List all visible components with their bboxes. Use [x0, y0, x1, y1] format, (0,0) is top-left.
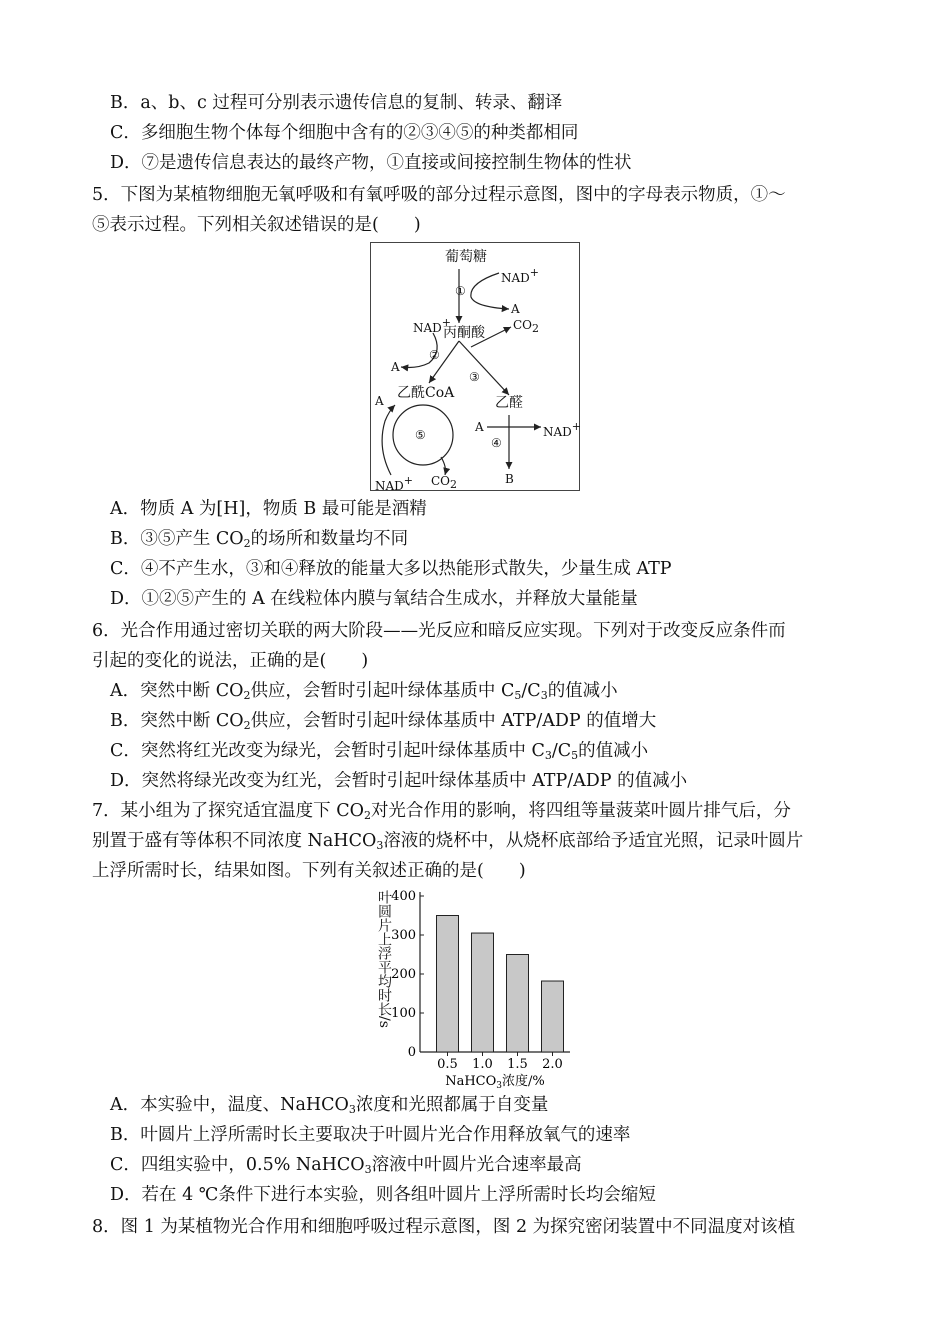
q5-option-a: A．物质 A 为[H]，物质 B 最可能是酒精 [110, 499, 427, 519]
chart-bar [542, 981, 564, 1052]
q7-stem-line1: 7．某小组为了探究适宜温度下 $CO_2$对光合作用的影响，将四组等量菠菜叶圆片排气后，分 [92, 801, 791, 822]
label-b: B [505, 472, 514, 486]
q7-option-c: C．四组实验中，0.5% NaHCO$_3$溶液中叶圆片光合速率最高 [110, 1155, 582, 1176]
q6-option-b: B．突然中断 $CO_2$供应，会暂时引起叶绿体基质中 ATP/ADP 的值增大 [110, 711, 657, 732]
label-glucose: 葡萄糖 [445, 249, 487, 265]
q5-option-b: B．③⑤产生 $CO_2$的场所和数量均不同 [110, 529, 409, 550]
chart-bar [507, 955, 529, 1053]
label-step-2: ② [429, 348, 440, 362]
label-a-1: A [511, 302, 520, 316]
chart-bar [472, 933, 494, 1052]
label-co2-2: $CO_2$ [431, 474, 458, 491]
q7-option-a: A．本实验中，温度、NaHCO$_3$浓度和光照都属于自变量 [110, 1095, 549, 1116]
chart-bar [437, 916, 459, 1053]
q7-option-d: D．若在 4 ℃条件下进行本实验，则各组叶圆片上浮所需时长均会缩短 [110, 1185, 656, 1205]
q6-option-a: A．突然中断 $CO_2$供应，会暂时引起叶绿体基质中 $C_5/C_3$的值减小 [110, 681, 618, 702]
label-pyruvate: 丙酮酸 [443, 325, 485, 341]
float-time-chart-svg [370, 880, 580, 1090]
chart-x-tick-label: 1.0 [472, 1057, 493, 1072]
arrow-acetaldehyde [459, 341, 509, 395]
label-nad-1: NAD+ [501, 266, 540, 285]
chart-x-tick-label: 0.5 [437, 1057, 458, 1072]
chart-y-tick-label: 0 [407, 1045, 416, 1060]
chart-x-axis-label: NaHCO$_3$浓度/% [445, 1074, 545, 1090]
q8-stem-line1: 8．图 1 为某植物光合作用和细胞呼吸过程示意图，图 2 为探究密闭装置中不同温度对该植 [92, 1217, 796, 1237]
label-nad-2: NAD+ [413, 316, 452, 335]
label-step-5: ⑤ [415, 428, 426, 442]
chart-y-tick-label: 200 [391, 967, 416, 982]
chart-y-axis-label: 叶圆片上浮平均时长/s [376, 890, 392, 1028]
chart-x-tick-label: 1.5 [507, 1057, 528, 1072]
label-acetyl-coa: 乙酰CoA [397, 385, 455, 401]
label-acetaldehyde: 乙醛 [495, 395, 523, 411]
q6-option-d: D．突然将绿光改变为红光，会暂时引起叶绿体基质中 ATP/ADP 的值减小 [110, 771, 688, 791]
label-a-2: A [391, 360, 400, 374]
chart-y-tick-label: 300 [391, 928, 416, 943]
q5-option-d: D．①②⑤产生的 A 在线粒体内膜与氧结合生成水，并释放大量能量 [110, 589, 638, 609]
chart-y-tick-label: 100 [391, 1006, 416, 1021]
label-a-3: A [375, 394, 384, 408]
label-step-3: ③ [469, 370, 480, 384]
q4-option-b: B．a、b、c 过程可分别表示遗传信息的复制、转录、翻译 [110, 93, 563, 113]
q5-stem-line1: 5．下图为某植物细胞无氧呼吸和有氧呼吸的部分过程示意图，图中的字母表示物质，①～ [92, 185, 786, 205]
label-step-4: ④ [491, 436, 502, 450]
q7-stem-line3: 上浮所需时长，结果如图。下列有关叙述正确的是( ) [92, 861, 526, 881]
label-nad-5: NAD+ [375, 474, 414, 493]
q6-option-c: C．突然将红光改变为绿光，会暂时引起叶绿体基质中 $C_3/C_5$的值减小 [110, 741, 649, 762]
chart-y-tick-label: 400 [391, 889, 416, 904]
q6-stem-line2: 引起的变化的说法，正确的是( ) [92, 651, 369, 671]
label-step-1: ① [455, 284, 466, 298]
q6-stem-line1: 6．光合作用通过密切关联的两大阶段——光反应和暗反应实现。下列对于改变反应条件而 [92, 621, 786, 641]
q4-option-c: C．多细胞生物个体每个细胞中含有的②③④⑤的种类都相同 [110, 123, 579, 143]
respiration-diagram-arrows [371, 243, 581, 492]
q7-stem-line2: 别置于盛有等体积不同浓度 NaHCO$_3$溶液的烧杯中，从烧杯底部给予适宜光照，记录叶圆片 [92, 831, 804, 852]
label-a-4: A [475, 420, 484, 434]
q7-option-b: B．叶圆片上浮所需时长主要取决于叶圆片光合作用释放氧气的速率 [110, 1125, 631, 1145]
q5-option-c: C．④不产生水，③和④释放的能量大多以热能形式散失，少量生成 ATP [110, 559, 672, 579]
float-time-chart [370, 880, 580, 1090]
label-co2-1: $CO_2$ [513, 318, 540, 335]
q5-stem-line2: ⑤表示过程。下列相关叙述错误的是( ) [92, 215, 421, 235]
chart-x-tick-label: 2.0 [542, 1057, 563, 1072]
label-nad-4: NAD+ [543, 420, 582, 439]
respiration-diagram [370, 242, 580, 491]
q4-option-d: D．⑦是遗传信息表达的最终产物，①直接或间接控制生物体的性状 [110, 153, 632, 173]
